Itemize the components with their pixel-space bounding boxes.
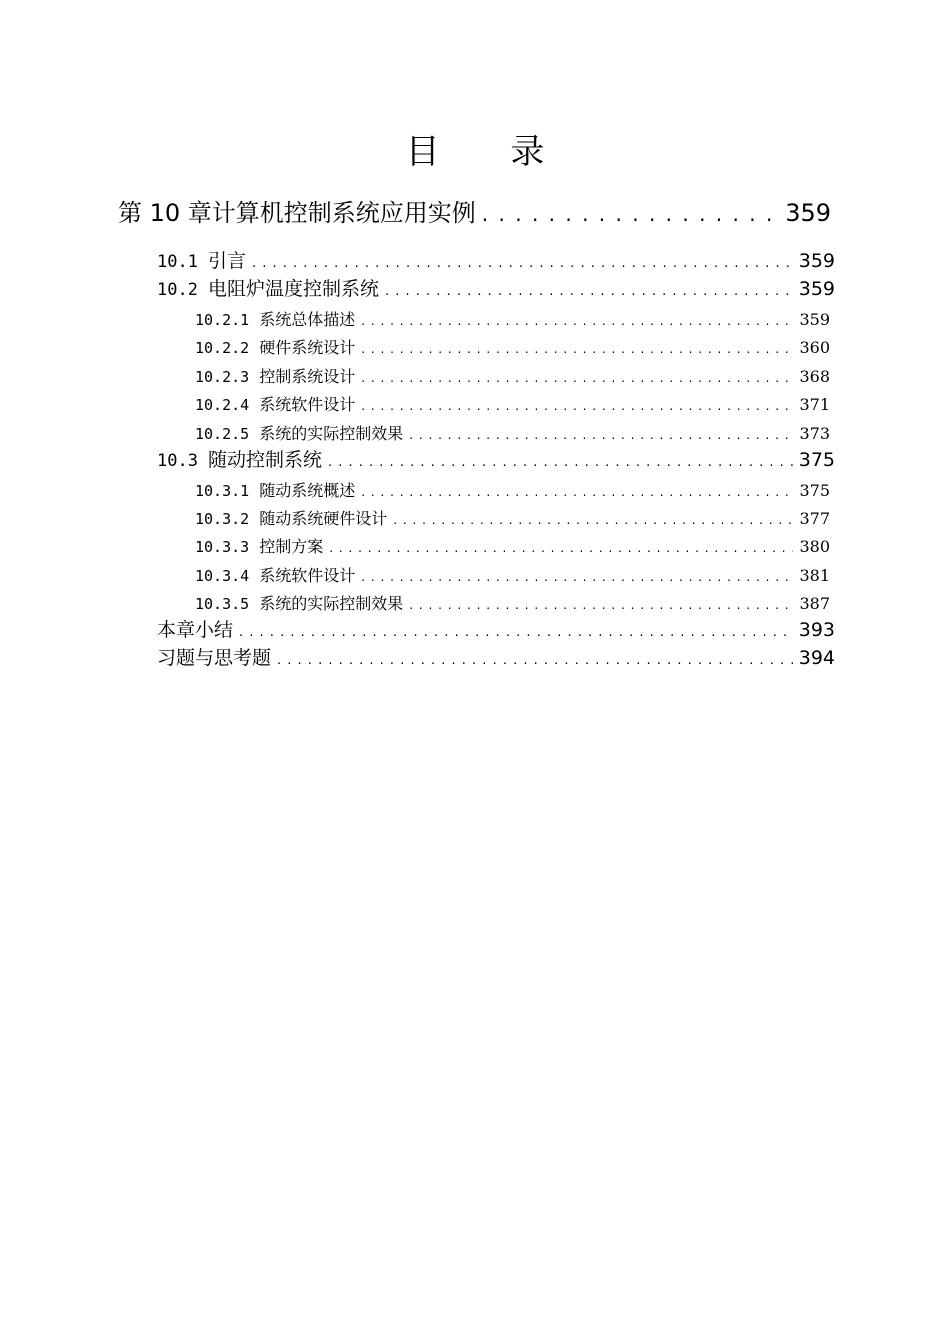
dot-leader (482, 198, 779, 230)
toc-entry-10-2-1[interactable] (195, 308, 830, 333)
toc-entry-10-2-4[interactable] (195, 393, 830, 418)
toc-entry-number: 10.1 (157, 252, 198, 272)
dot-leader (361, 309, 793, 333)
toc-entry-number: 10.2.2 (195, 339, 250, 357)
dot-leader (361, 337, 793, 361)
toc-entry-10-2-3[interactable] (195, 365, 830, 390)
toc-entry-10-3[interactable] (157, 447, 835, 476)
dot-leader (329, 536, 793, 560)
toc-entry-page: 359 (799, 310, 830, 329)
toc-entry-label: 控制系统设计 (259, 367, 356, 386)
toc-entry-number: 10.3.1 (195, 482, 250, 500)
dot-leader (361, 480, 793, 504)
toc-entry-page: 381 (799, 566, 830, 585)
dot-leader (361, 565, 793, 589)
toc-entry-page: 377 (799, 509, 830, 528)
toc-entry-number: 10.3.2 (195, 510, 250, 528)
toc-entry-page: 368 (799, 367, 830, 386)
toc-entry-label: 控制方案 (259, 537, 324, 556)
toc-entry-label: 习题与思考题 (157, 647, 272, 669)
toc-entry-label: 系统的实际控制效果 (259, 594, 404, 613)
toc-entry-number: 10.3.4 (195, 567, 250, 585)
toc-entry-10-2[interactable] (157, 276, 835, 305)
toc-entry-page: 394 (798, 647, 835, 669)
toc-entry-label: 计算机控制系统应用实例 (211, 199, 476, 227)
toc-entry-label: 系统软件设计 (259, 566, 356, 585)
toc-entry-10-1[interactable] (157, 248, 835, 277)
toc-entry-page: 375 (798, 449, 835, 471)
toc-entry-label: 随动系统硬件设计 (259, 509, 388, 528)
toc-entry-10-3-5[interactable] (195, 592, 830, 617)
toc-entry-page: 371 (799, 395, 830, 414)
toc-entry-label: 本章小结 (157, 619, 234, 641)
toc-entry-label: 系统软件设计 (259, 395, 356, 414)
toc-entry-label: 引言 (207, 250, 246, 272)
toc-entry-number: 第 10 章 (118, 199, 212, 227)
dot-leader (239, 620, 793, 646)
dot-leader (361, 366, 793, 390)
dot-leader (277, 648, 793, 674)
dot-leader (252, 251, 793, 277)
toc-entry-number: 10.2 (157, 280, 198, 300)
toc-entry-10-3-2[interactable] (195, 507, 830, 532)
toc-entry-page: 393 (798, 619, 835, 641)
toc-entry-10-3-4[interactable] (195, 564, 830, 589)
page-title: 目 录 (405, 132, 575, 172)
toc-entry-exercises[interactable] (157, 645, 835, 674)
toc-entry-page: 380 (799, 537, 830, 556)
toc-entry-number: 10.3.3 (195, 538, 250, 556)
toc-entry-page: 375 (799, 481, 830, 500)
toc-entry-label: 硬件系统设计 (259, 338, 356, 357)
toc-entry-number: 10.2.5 (195, 425, 250, 443)
toc-entry-number: 10.3 (157, 451, 198, 471)
toc-entry-label: 系统的实际控制效果 (259, 424, 404, 443)
toc-entry-10-2-5[interactable] (195, 422, 830, 447)
toc-entry-10-2-2[interactable] (195, 336, 830, 361)
toc-entry-number: 10.2.3 (195, 368, 250, 386)
toc-entry-10-3-3[interactable] (195, 535, 830, 560)
toc-entry-page: 360 (799, 338, 830, 357)
toc-entry-label: 电阻炉温度控制系统 (207, 278, 379, 300)
toc-entry-number: 10.2.4 (195, 396, 250, 414)
toc-entry-chapter-10[interactable] (118, 197, 831, 230)
toc-entry-page: 387 (799, 594, 830, 613)
toc-entry-label: 系统总体描述 (259, 310, 356, 329)
dot-leader (409, 593, 793, 617)
dot-leader (409, 423, 793, 447)
toc-entry-number: 10.3.5 (195, 595, 250, 613)
dot-leader (361, 394, 793, 418)
toc-entry-page: 373 (799, 424, 830, 443)
dot-leader (328, 450, 793, 476)
toc-entry-10-3-1[interactable] (195, 479, 830, 504)
toc-entry-page: 359 (785, 199, 831, 227)
toc-entry-number: 10.2.1 (195, 311, 250, 329)
toc-entry-label: 随动控制系统 (207, 449, 322, 471)
dot-leader (385, 279, 793, 305)
toc-entry-label: 随动系统概述 (259, 481, 356, 500)
toc-entry-page: 359 (798, 250, 835, 272)
toc-entry-page: 359 (798, 278, 835, 300)
toc-entry-chapter-summary[interactable] (157, 617, 835, 646)
dot-leader (393, 508, 793, 532)
